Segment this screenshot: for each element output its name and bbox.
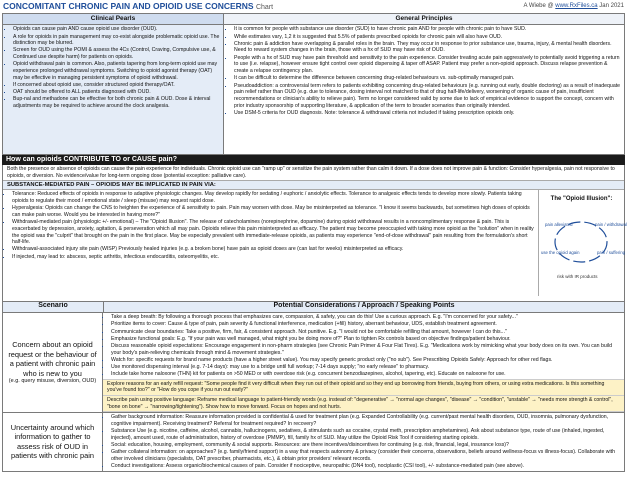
- contribute-intro: Both the presence or absence of opioids can cause the pain experience for individuals. Chronic opioid use can "ramp up" or sensitize the pain system rather than calm it down. If a dose does not improve pain & function: Consider hyperalgesia, pain not responsive to opioids, or diversion. No evidence/value for long-term ongoing dose (potential exception: palliative care).: [3, 165, 624, 181]
- consideration-item: ▪ Discuss reasonable opioid expectations: Encourage engagement in non-pharm strategies (see Chronic Pain Primer & Four Flat Tires). E.g. "Medications work by mimicking what your body does on its own. You can build your body's pain-relieving chemicals through mind & movement strategies.": [111, 343, 622, 356]
- pearl-item: ▪ Opioids can cause pain AND cause opioid use disorder (OUD).: [13, 26, 221, 33]
- considerations-cell: [103, 313, 624, 412]
- consideration-item: ▪ Substance Use (e.g. nicotine, caffeine, alcohol, cannabis, hallucinogens, sedatives, & stimulants such as cocaine, crystal meth, prescription amphetamines). Ask about substance type, route of use (inhaled, ingested, injected), amount used, route of administration, history of overdose (PMMP), fill, family hx of SUD. May utilize the Opioid Risk Tool if considering starting opioids.: [111, 428, 622, 441]
- mechanism-item: ▪ Tolerance: Reduced effects of opioids in response to adaptive physiologic changes. May develop rapidly for sedating / euphoric / anxiolytic effects. Tolerance to analgesic effects tends to develop more slowly. Patients taking opioids to regulate their mood / emotional state / sleep (misuse) may request rapid dose.: [12, 191, 536, 204]
- principle-item: ▪ Chronic pain & addiction have overlapping & parallel roles in the brain. They may occur in response to prior substance use, trauma, injury, & mental health disorders. Need to reward system changes in the brain, those with a hx of SUD may have risk of OUD.: [234, 41, 622, 54]
- principle-item: ▪ People with a hx of SUD may have pain threshold and sensitivity to the pain experience. Consider treating acute pain aggressively to potentially avoid triggering a return to use (i.e. relapse), however ensure tight control over opioid dispensing & taper off ASAP. Patient may prefer a non-opioid approach. Discuss relapse prevention & create a relapse contingency plan.: [234, 55, 622, 75]
- principle-item: ▪ While estimates vary, 1,2 it is suggested that 5.5% of patients prescribed opioids for chronic pain will also have OUD.: [234, 34, 622, 41]
- consideration-item: ▪ Watch for: specific requests for brand name products (have a higher street value). You may specify generic product only ("no sub"). See Prescribing Opioids Safely: Approach for other red flags.: [111, 357, 622, 364]
- mechanism-item: ▪ If injected, may lead to: abscess, septic arthritis, infectious endocarditis, osteomyelitis, etc.: [12, 254, 536, 261]
- consideration-item: ▪ Include take home naloxone (THN) kit for patients on >50 MED or with overdose risk (e.g. concurrent benzodiazepines, alcohol, tapering, etc). Educate on naloxone for use.: [111, 371, 622, 378]
- consideration-item: ▪ Social: education, housing, employment, community & social supports. Resources: are there incentives/disincentives for continuing (e.g. risk, financial, legal, insurance loss)?: [111, 442, 622, 449]
- consideration-item: ▪ Prioritize items to cover: Cause & type of pain, pain severity & functional interference, medication (+fill) history, aberrant behaviour, UDS, establish treatment agreement.: [111, 321, 622, 328]
- substance-mediated-heading: SUBSTANCE-MEDIATED PAIN – OPIOIDS MAY BE IMPLICATED IN PAIN VIA:: [3, 181, 624, 190]
- page-title: CONCOMITANT CHRONIC PAIN AND OPIOID USE CONCERNS Chart: [3, 0, 274, 11]
- pearl-item: ▪ A role for opioids in pain management may co-exist alongside problematic opioid use. The distinction may be blurred.: [13, 34, 221, 47]
- scenario-column-header: Scenario: [3, 302, 104, 312]
- illusion-node: use the opioid again: [541, 250, 580, 256]
- pearl-item: ▪ If concerned about opioid use, consider structured opioid therapy/OAT.: [13, 82, 221, 89]
- considerations-column-header: Potential Considerations / Approach / Speaking Points: [273, 302, 455, 309]
- mechanism-item: ▪ Withdrawal-associated injury site pain (WISP) Previously healed injuries (e.g. a broken bone) have pain as opioid doses are (can last for weeks) misinterpreted as efficacy.: [12, 246, 536, 253]
- table-row: [3, 413, 624, 470]
- scenario-table: [2, 302, 625, 472]
- consideration-item: ▪ Communicate clear boundaries: Take a positive, firm, fair, & consistent approach. Not punitive. E.g. "I would not be comfortable refilling that amount, however I can do this...": [111, 329, 622, 336]
- table-header: [3, 302, 624, 313]
- consideration-item: ▪ Take a deep breath: By following a thorough process that emphasizes care, compassion, & safety, you can do this! Use a curious approach. E.g. "I'm concerned for your safety...": [111, 314, 622, 321]
- scenario-cell: Uncertainty around which information to gather to assess risk of OUD in patients with chronic pain: [3, 413, 103, 470]
- scenario-cell: Concern about an opioid request or the behaviour of a patient with chronic pain who is new to you (e.g. query misuse, diversion, OUD): [3, 313, 103, 412]
- credit: A Wiebe @ www.RxFiles.ca Jan 2021: [523, 2, 624, 9]
- principle-item: ▪ Use DSM-5 criteria for OUD diagnosis. Note: tolerance & withdrawal criteria not included if taking prescription opioids only.: [234, 110, 622, 117]
- clinical-pearls: [3, 14, 224, 154]
- illusion-node: pain / suffering: [597, 250, 626, 256]
- clinical-pearls-heading: Clinical Pearls: [3, 14, 223, 25]
- principle-item: ▪ It is common for people with substance use disorder (SUD) to have chronic pain AND for people with chronic pain to have SUD.: [234, 26, 622, 33]
- general-principles: [224, 14, 624, 154]
- illusion-cycle-icon: [539, 204, 627, 284]
- considerations-cell: [103, 413, 624, 470]
- principle-item: ▪ It can be difficult to determine the difference between concerning drug-related behaviours vs. sub-optimally managed pain.: [234, 75, 622, 82]
- site-link[interactable]: www.RxFiles.ca: [555, 2, 598, 9]
- table-row: [3, 313, 624, 413]
- pearl-item: ▪ OAT should be offered to ALL patients diagnosed with OUD.: [13, 89, 221, 96]
- consideration-item: ▪ Use monitored dispensing interval (e.g. 7-14 days): may use to a bridge until full workup; 7-14 days supply; "no early release" to pharmacy.: [111, 364, 622, 371]
- mechanism-item: ▪ Hyperalgesia: Opioids can change the CNS to heighten the experience of & sensitivity to pain. Pain may worsen with dose. May be misinterpreted as tolerance. "I know it seems backwards, but sometimes high doses of opioids can make pain worse. Would you be interested in having more?": [12, 205, 536, 218]
- illusion-node: pain / withdrawal: [595, 222, 627, 228]
- principle-item: ▪ Pseudoaddiction: a controversial term refers to patients exhibiting concerning drug-related behaviours (e.g. running out early, double doctoring) as a result of inadequate pain relief rather than OUD (e.g. due to tolerance, dosing interval not matched to that of drug half-life/delivery, worsening of organic cause of pain, insufficient recommendations or clinician's ability to relieve pain). Term no longer considered valid by some due to lack of empirical evidence to support the concept, concern with prior industry sponsorship of supporting literature, & application of the term to broader scenarios than originally intended.: [234, 83, 622, 110]
- opioid-illusion-diagram: [538, 190, 627, 296]
- pearl-item: ▪ Bup-nal and methadone can be effective for both chronic pain & OUD. Dose & interval adjustments may be required to achieve around the clock analgesia.: [13, 96, 221, 109]
- early-refill-band: Explore reasons for an early refill request: "Some people find it very difficult when they run out of their opioid and so they end up borrowing from friends, buying from others, or using extra medications. Is this something you've found too?" or "How do you cope if you run out early?": [103, 379, 624, 396]
- general-principles-heading: General Principles: [224, 14, 624, 25]
- illusion-node: pain alleviated: [545, 222, 573, 228]
- illusion-note: risk with IR products: [557, 274, 598, 280]
- mechanism-item: ▪ Withdrawal-mediated pain (physiologic +/- emotional) – The "Opioid Illusion". The release of catecholamines (norepinephrine, dopamine) during opioid withdrawal results in a noncomplimentary response & pain. This is exacerbated by depression, anxiety, agitation, & perseveration which all may pain. Opioids relieve this pain misinterpreted as efficacy. The patient may become preoccupied with taking more opioid as the "solution" when in reality the opioid was the "culprit" that brought on the pain in the first place. May be especially prevalent with immediate-release opioids, as patients may experience "end-of-dose withdrawal" pain resulting from the formulation's short half-life.: [12, 219, 536, 246]
- pearl-item: ▪ Screen for OUD using the POMI & assess the 4Cs (Control, Craving, Compulsive use, & Continued use despite harm) for patients on opioids.: [13, 47, 221, 60]
- contribute-section: [2, 165, 625, 302]
- consideration-item: ▪ Conduct investigations: Assess organic/biochemical causes of pain. Consider if nociceptive, neuropathic (DN4 tool), nociplastic (CSI tool), +/- substance-mediated pain (see above).: [111, 463, 622, 470]
- header: [0, 0, 627, 13]
- opioid-illusion-heading: The "Opioid Illusion":: [550, 196, 613, 203]
- consideration-item: ▪ Emphasize functional goals: E.g. "If your pain was well managed, what might you be doing more of?" Plan to tighten Rx controls based on objective findings/patient behaviour.: [111, 336, 622, 343]
- consideration-item: ▪ Gather collateral information: on approaches? (e.g. family/friend support) in a way that respects autonomy & privacy (consider their concerns, observations, beliefs around wellness-focus vs illness-focus). Collaborate with other involved clinicians (specialists, OAT prescriber, pharmacists, etc.), & obtain prior providers' relevant records.: [111, 449, 622, 462]
- pearl-item: ▪ Opioid withdrawal pain is common. Also, patients tapering from long-term opioid use may experience prolonged withdrawal symptoms. Switching to opioid agonist therapy (OAT) may be effective in managing persistent symptoms of opioid withdrawal.: [13, 61, 221, 81]
- positive-language-band: Describe pain using positive language: Reframe medical language to patient-friendly words (e.g. instead of: "degenerative" → "normal age changes", "disease" → "condition", "unstable" → "needs more strength & control", "bone on bone" → "narrowing/tightening"). Show how to move forward. Focus on hopes and not hurts.: [103, 396, 624, 412]
- contribute-bar: How can opioids CONTRIBUTE TO or CAUSE pain?: [2, 155, 625, 165]
- consideration-item: ▪ Gather background information: Reassure information provided is confidential & used for treatment plan (e.g. Expanded Controllability (e.g. current/past mental health disorders, OUD, insomnia, pulmonary dysfunction, cognitive impairment). Receiving treatment? Referral for treatment required? In recovery?: [111, 414, 622, 427]
- top-section: [2, 13, 625, 155]
